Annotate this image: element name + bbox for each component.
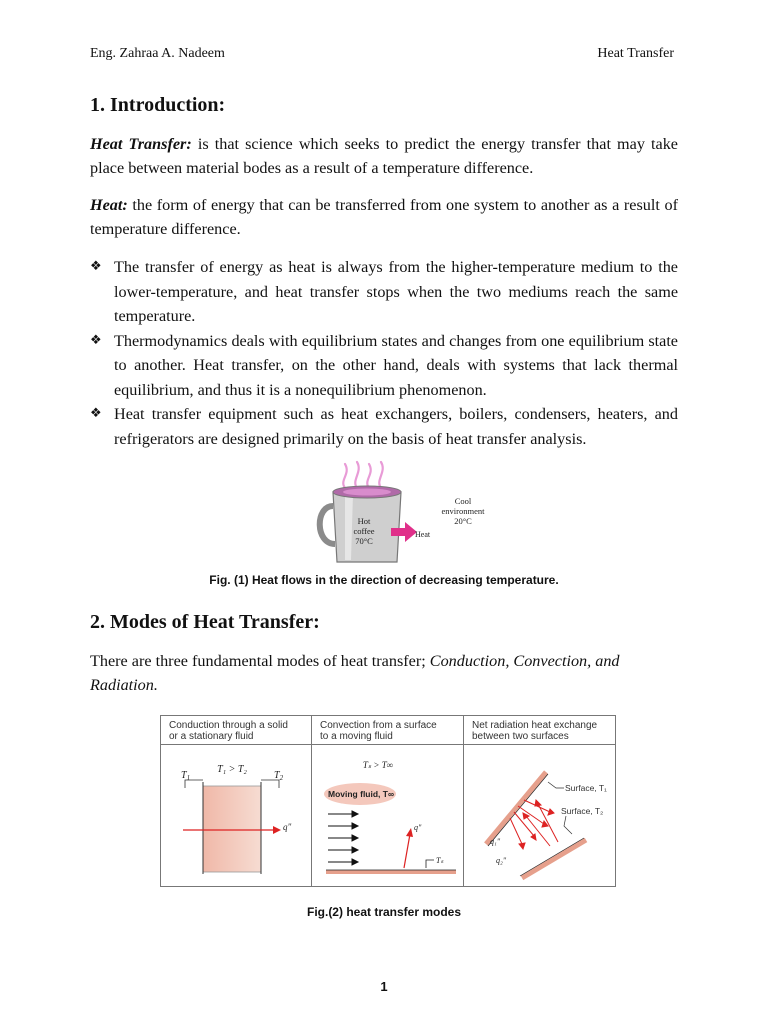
page-number: 1 bbox=[380, 979, 388, 994]
paragraph-heat-transfer-definition bbox=[90, 132, 678, 180]
convection-relation: Tₛ > T∞ bbox=[362, 760, 394, 770]
radiation-header: Net radiation heat exchange between two surfaces bbox=[464, 716, 615, 745]
term-heat-transfer: Heat Transfer: bbox=[90, 135, 192, 153]
hot-label-1: Hot bbox=[357, 516, 371, 526]
modes-list: Conduction, Convection, and Radiation. bbox=[90, 652, 620, 694]
diamond-bullet-icon: ❖ bbox=[90, 406, 102, 421]
solid-slab bbox=[203, 786, 261, 872]
cool-label-1: Cool bbox=[454, 496, 472, 506]
header-author: Eng. Zahraa A. Nadeem bbox=[90, 46, 225, 61]
ts-label: Tₛ bbox=[436, 856, 444, 865]
heat-label: Heat bbox=[415, 530, 431, 539]
cool-label-2: environment bbox=[441, 506, 485, 516]
modes-intro-text: There are three fundamental modes of heat transfer; bbox=[90, 652, 430, 670]
flow-arrows-icon bbox=[328, 811, 358, 865]
convection-flux-label: q" bbox=[414, 823, 422, 832]
q1-label: q₁" bbox=[490, 837, 501, 846]
surface-2-label: Surface, T₂ bbox=[561, 806, 604, 816]
bullet-text: The transfer of energy as heat is always from the higher-temperature medium to the lower-temperature, and heat transfer stops when the two mediums reach the same temperature. bbox=[114, 258, 678, 325]
diamond-bullet-icon: ❖ bbox=[90, 259, 102, 274]
mug-handle bbox=[320, 506, 335, 544]
conduction-arrow-icon bbox=[273, 826, 281, 834]
cool-label-3: 20°C bbox=[454, 516, 472, 526]
heat-transfer-modes-figure bbox=[160, 715, 616, 887]
radiation-panel bbox=[464, 716, 615, 886]
conduction-flux-label: q" bbox=[283, 822, 292, 832]
bullet-list bbox=[90, 255, 678, 451]
steam-icon bbox=[343, 462, 382, 488]
paragraph-modes-intro bbox=[90, 649, 678, 697]
bullet-text: Heat transfer equipment such as heat exchangers, boilers, condensers, heaters, and refrigerators are designed primarily on the basis of heat transfer analysis. bbox=[114, 405, 678, 448]
definition-heat-transfer: is that science which seeks to predict the energy transfer that may take place between material bodes as a result of a temperature difference. bbox=[90, 135, 678, 177]
paragraph-heat-definition bbox=[90, 193, 678, 241]
coffee-mug-figure bbox=[305, 458, 505, 570]
list-item bbox=[90, 255, 678, 329]
figure-2-caption: Fig.(2) heat transfer modes bbox=[306, 905, 462, 919]
t1-label: $T_1$ bbox=[181, 770, 191, 782]
list-item bbox=[90, 329, 678, 403]
convection-panel bbox=[312, 716, 464, 886]
conduction-panel bbox=[161, 716, 312, 886]
surface-1 bbox=[486, 772, 546, 844]
section-title-modes: 2. Modes of Heat Transfer: bbox=[90, 611, 320, 633]
section-title-introduction: 1. Introduction: bbox=[90, 94, 226, 116]
convection-surface bbox=[326, 870, 456, 874]
definition-heat: the form of energy that can be transferred from one system to another as a result of temperature difference. bbox=[90, 196, 678, 238]
surface-2 bbox=[522, 840, 586, 878]
bullet-text: Thermodynamics deals with equilibrium states and changes from one equilibrium state to another. Heat transfer, on the other hand, deals with systems that lack thermal equilibrium, and thus it is a nonequilibrium phenomenon. bbox=[114, 331, 678, 399]
conduction-header: Conduction through a solid or a stationary fluid bbox=[161, 716, 311, 745]
figure-1-caption: Fig. (1) Heat flows in the direction of decreasing temperature. bbox=[209, 573, 559, 587]
hot-label-2: coffee bbox=[353, 526, 375, 536]
header-subject: Heat Transfer bbox=[597, 46, 674, 61]
diamond-bullet-icon: ❖ bbox=[90, 332, 102, 348]
hot-label-3: 70°C bbox=[355, 536, 373, 546]
surface-1-label: Surface, T₁ bbox=[565, 783, 607, 793]
convection-header: Convection from a surface to a moving fluid bbox=[312, 716, 463, 745]
conduction-relation: T₁ > T₂ bbox=[217, 764, 247, 775]
list-item bbox=[90, 402, 678, 451]
term-heat: Heat: bbox=[90, 196, 128, 214]
q2-label: q₂" bbox=[496, 856, 507, 865]
convection-arrow-icon bbox=[406, 828, 413, 837]
moving-fluid-label: Moving fluid, T∞ bbox=[328, 789, 395, 799]
t2-label: $T_2$ bbox=[274, 770, 284, 782]
